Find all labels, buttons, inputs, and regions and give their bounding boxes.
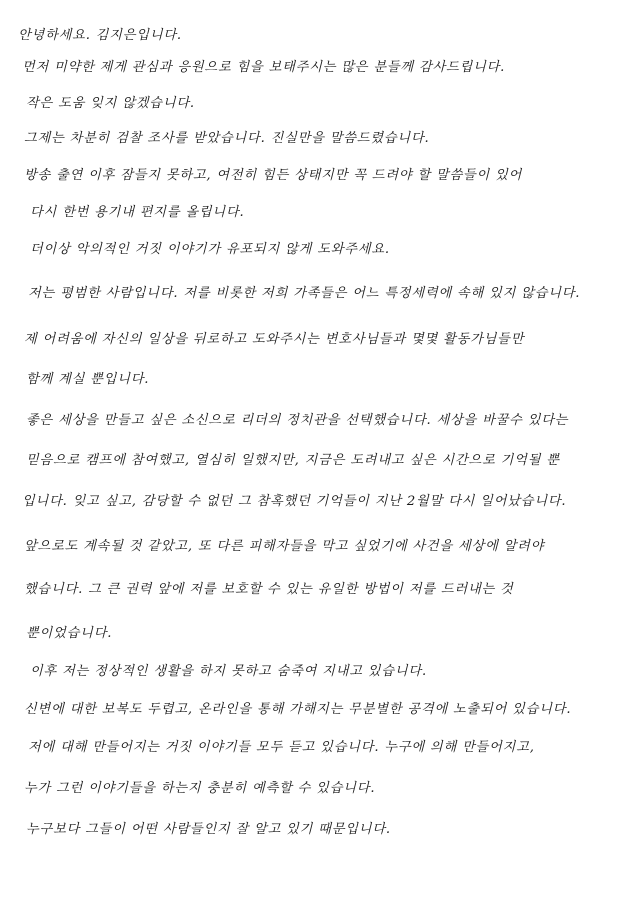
letter-line: 믿음으로 캠프에 참여했고, 열심히 일했지만, 지금은 도려내고 싶은 시간으로 기억될 뿐 <box>26 453 560 468</box>
letter-line: 저에 대해 만들어지는 거짓 이야기들 모두 듣고 있습니다. 누구에 의해 만들어지고, <box>28 740 535 755</box>
letter-line: 앞으로도 계속될 것 같았고, 또 다른 피해자들을 막고 싶었기에 사건을 세상에 알려야 <box>24 539 545 554</box>
letter-line: 누구보다 그들이 어떤 사람들인지 잘 알고 있기 때문입니다. <box>26 822 391 837</box>
letter-line: 작은 도움 잊지 않겠습니다. <box>26 96 195 111</box>
letter-line: 안녕하세요. 김지은입니다. <box>18 28 182 43</box>
letter-line: 제 어려움에 자신의 일상을 뒤로하고 도와주시는 변호사님들과 몇몇 활동가님들만 <box>24 332 525 347</box>
letter-line: 신변에 대한 보복도 두렵고, 온라인을 통해 가해지는 무분별한 공격에 노출되어 있습니다. <box>24 702 572 717</box>
letter-line: 이후 저는 정상적인 생활을 하지 못하고 숨죽여 지내고 있습니다. <box>30 664 427 679</box>
letter-line: 좋은 세상을 만들고 싶은 소신으로 리더의 정치관을 선택했습니다. 세상을 바꿀수 있다는 <box>26 413 569 428</box>
letter-line: 먼저 미약한 제게 관심과 응원으로 힘을 보태주시는 많은 분들께 감사드립니다. <box>22 60 506 75</box>
letter-line: 더이상 악의적인 거짓 이야기가 유포되지 않게 도와주세요. <box>30 242 390 257</box>
letter-line: 입니다. 잊고 싶고, 감당할 수 없던 그 참혹했던 기억들이 지난 2월말 다시 일어났습니다. <box>22 494 567 509</box>
letter-line: 뿐이었습니다. <box>26 626 113 641</box>
letter-line: 다시 한번 용기내 편지를 올립니다. <box>30 205 245 220</box>
letter-line: 했습니다. 그 큰 권력 앞에 저를 보호할 수 있는 유일한 방법이 저를 드러내는 것 <box>24 582 514 597</box>
letter-line: 함께 계실 뿐입니다. <box>26 372 150 387</box>
letter-line: 누가 그런 이야기들을 하는지 충분히 예측할 수 있습니다. <box>24 781 376 796</box>
letter-line: 방송 출연 이후 잠들지 못하고, 여전히 힘든 상태지만 꼭 드려야 할 말씀들이 있어 <box>24 168 523 183</box>
letter-line: 그제는 차분히 검찰 조사를 받았습니다. 진실만을 말씀드렸습니다. <box>24 131 430 146</box>
letter-line: 저는 평범한 사람입니다. 저를 비롯한 저희 가족들은 어느 특정세력에 속해 있지 않습니다. <box>28 286 581 301</box>
